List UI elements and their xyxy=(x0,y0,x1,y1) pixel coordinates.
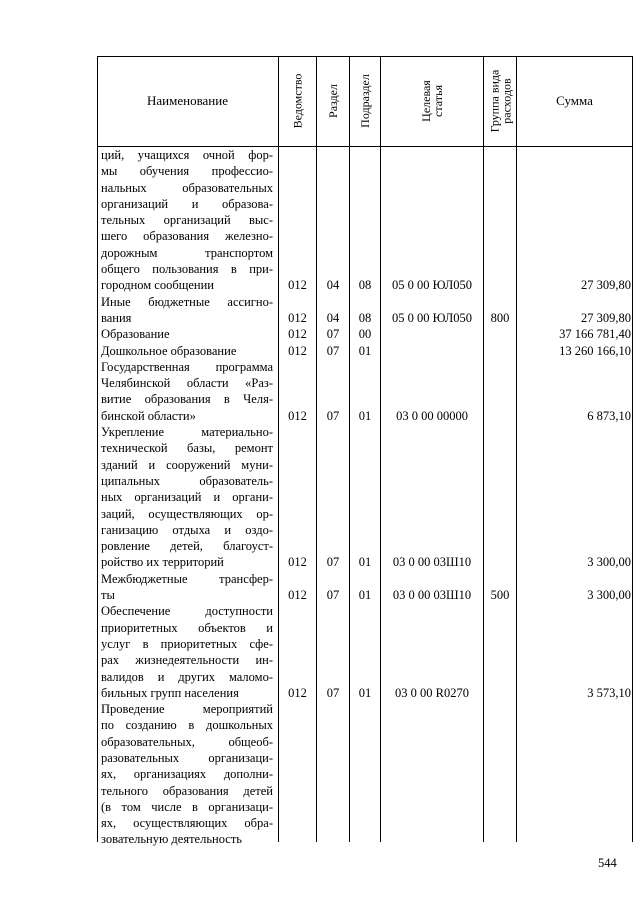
vedomstvo-cell: 012 xyxy=(288,343,307,358)
header-summa-label: Сумма xyxy=(556,93,593,108)
row-name-line: нальных образовательных xyxy=(101,180,273,195)
vedomstvo-cell: 012 xyxy=(288,685,307,700)
row-name-line: шего образования железно- xyxy=(101,229,273,244)
gruppa-cell: 500 xyxy=(490,588,510,603)
podrazdel-cell: 00 xyxy=(358,327,372,342)
row-name-line: Образование xyxy=(101,327,170,342)
podrazdel-cell: 01 xyxy=(358,343,372,358)
row-name-line: Дошкольное образование xyxy=(101,343,237,358)
celevaya-cell: 05 0 00 ЮЛ050 xyxy=(391,278,473,293)
header-celevaya-line2: статья xyxy=(430,85,445,117)
row-name xyxy=(97,424,275,571)
row-name-line: городном сообщении xyxy=(101,278,214,293)
row-name-line: Обеспечение доступности xyxy=(101,604,273,619)
celevaya-cell xyxy=(381,831,483,847)
row-name-line: ях, организациях дополни- xyxy=(101,767,273,782)
summa-cell: 3 300,00 xyxy=(587,588,631,603)
table-row xyxy=(97,326,633,342)
gruppa-cell xyxy=(484,408,516,424)
summa-cell: 27 309,80 xyxy=(581,278,631,293)
row-name-line: образовательных, общеоб- xyxy=(101,734,273,749)
vedomstvo-cell: 012 xyxy=(288,310,307,325)
table-row xyxy=(97,294,633,327)
table-row xyxy=(97,571,633,604)
summa-cell: 6 873,10 xyxy=(587,408,631,423)
summa-cell: 3 573,10 xyxy=(587,685,631,700)
header-podrazdel-label: Подраздел xyxy=(358,74,373,128)
row-name xyxy=(97,571,275,604)
row-name-line: организаций и образова- xyxy=(101,196,273,211)
summa-cell: 13 260 166,10 xyxy=(559,343,631,358)
celevaya-cell: 03 0 00 00000 xyxy=(396,408,468,423)
header-celevaya xyxy=(381,56,483,146)
razdel-cell: 07 xyxy=(326,588,340,603)
summa-cell xyxy=(517,831,631,847)
gruppa-cell xyxy=(484,685,516,701)
header-razdel xyxy=(317,56,349,146)
vedomstvo-cell: 012 xyxy=(288,327,307,342)
row-name-line: заций, осуществляющих ор- xyxy=(101,506,273,521)
row-name-line: валидов и других маломо- xyxy=(101,669,273,684)
row-name-line: Проведение мероприятий xyxy=(101,702,273,717)
header-name-label: Наименование xyxy=(147,93,228,108)
row-name-line: ных организаций и органи- xyxy=(101,490,273,505)
header-podrazdel xyxy=(350,56,380,146)
razdel-cell: 07 xyxy=(326,408,340,423)
razdel-cell xyxy=(317,831,349,847)
row-name-line: бильных групп населения xyxy=(101,685,239,700)
table-row xyxy=(97,343,633,359)
vedomstvo-cell xyxy=(279,831,316,847)
row-name-line: тельных организаций выс- xyxy=(101,213,273,228)
header-name xyxy=(97,56,278,146)
row-name-line: мы обучения профессио- xyxy=(101,164,273,179)
row-name-line: технической базы, ремонт xyxy=(101,441,273,456)
row-name-line: зданий и сооружений муни- xyxy=(101,457,273,472)
gruppa-cell xyxy=(484,831,516,847)
podrazdel-cell: 08 xyxy=(358,310,372,325)
row-name-line: Межбюджетные трансфер- xyxy=(101,571,273,586)
celevaya-cell xyxy=(381,343,483,359)
row-name-line: ровление детей, благоуст- xyxy=(101,539,273,554)
celevaya-cell: 05 0 00 ЮЛ050 xyxy=(391,310,473,325)
header-celevaya-line1: Целевая xyxy=(418,80,433,122)
gruppa-cell: 800 xyxy=(490,310,510,325)
row-name-line: Укрепление материально- xyxy=(101,425,273,440)
vedomstvo-cell: 012 xyxy=(288,555,307,570)
table-row xyxy=(97,424,633,571)
podrazdel-cell: 01 xyxy=(358,555,372,570)
row-name-line: витие образования в Челя- xyxy=(101,392,273,407)
row-name-line: разовательных организаци- xyxy=(101,750,273,765)
header-gruppa xyxy=(484,56,516,146)
vedomstvo-cell: 012 xyxy=(288,278,307,293)
table-row xyxy=(97,701,633,848)
celevaya-cell: 03 0 00 03Ш10 xyxy=(392,555,472,570)
podrazdel-cell: 01 xyxy=(358,408,372,423)
header-razdel-label: Раздел xyxy=(326,84,341,118)
summa-cell: 3 300,00 xyxy=(587,555,631,570)
vedomstvo-cell: 012 xyxy=(288,408,307,423)
header-gruppa-label xyxy=(488,70,512,133)
row-name-line: по созданию в дошкольных xyxy=(101,718,273,733)
header-summa xyxy=(517,56,632,146)
podrazdel-cell: 08 xyxy=(358,278,372,293)
row-name-line: ципальных образователь- xyxy=(101,473,273,488)
table-row xyxy=(97,359,633,424)
podrazdel-cell: 01 xyxy=(358,685,372,700)
gruppa-cell xyxy=(484,326,516,342)
row-name-line: ты xyxy=(101,588,115,603)
row-name-line: зовательную деятельность xyxy=(101,832,242,847)
razdel-cell: 04 xyxy=(326,278,340,293)
gruppa-cell xyxy=(484,343,516,359)
row-name-line: ций, учащихся очной фор- xyxy=(101,148,273,162)
row-name-line: ганизацию отдыха и оздо- xyxy=(101,522,273,537)
row-name-line: тельного образования детей xyxy=(101,783,273,798)
razdel-cell: 07 xyxy=(326,685,340,700)
table-row xyxy=(97,147,633,294)
row-name xyxy=(97,147,275,294)
row-name-line: рах жизнедеятельности ин- xyxy=(101,653,273,668)
podrazdel-cell: 01 xyxy=(358,588,372,603)
row-name-line: (в том числе в организаци- xyxy=(101,799,273,814)
gruppa-cell xyxy=(484,554,516,570)
razdel-cell: 07 xyxy=(326,327,340,342)
row-name-line: дорожным транспортом xyxy=(101,245,273,260)
summa-cell: 37 166 781,40 xyxy=(559,327,631,342)
razdel-cell: 07 xyxy=(326,343,340,358)
row-name xyxy=(97,359,275,424)
row-name xyxy=(97,294,275,327)
header-vedomstvo xyxy=(279,56,316,146)
header-vedomstvo-label: Ведомство xyxy=(290,73,305,129)
summa-cell: 27 309,80 xyxy=(581,310,631,325)
row-name-line: общего пользования в при- xyxy=(101,262,273,277)
page-number: 544 xyxy=(598,856,617,870)
budget-table xyxy=(97,56,633,847)
row-name-line: Государственная программа xyxy=(101,359,273,374)
row-name-line: приоритетных объектов и xyxy=(101,620,273,635)
row-name-line: ях, осуществляющих обра- xyxy=(101,816,273,831)
row-name xyxy=(97,326,275,342)
table-row xyxy=(97,603,633,701)
gruppa-cell xyxy=(484,277,516,293)
header-gruppa-line2: расходов xyxy=(499,78,513,124)
header-celevaya-label xyxy=(420,80,444,122)
row-name-line: бинской области» xyxy=(101,408,196,423)
vedomstvo-cell: 012 xyxy=(288,588,307,603)
razdel-cell: 04 xyxy=(326,310,340,325)
row-name-line: вания xyxy=(101,310,132,325)
row-name xyxy=(97,603,275,701)
razdel-cell: 07 xyxy=(326,555,340,570)
row-name-line: Иные бюджетные ассигно- xyxy=(101,294,273,309)
row-name-line: ройство их территорий xyxy=(101,555,224,570)
celevaya-cell xyxy=(381,326,483,342)
row-name xyxy=(97,343,275,359)
table-body xyxy=(97,147,633,848)
celevaya-cell: 03 0 00 R0270 xyxy=(395,685,469,700)
row-name-line: Челябинской области «Раз- xyxy=(101,376,273,391)
row-name xyxy=(97,701,275,848)
header-gruppa-line1: Группа вида xyxy=(487,69,501,133)
podrazdel-cell xyxy=(350,831,380,847)
row-name-line: услуг в приоритетных сфе- xyxy=(101,636,273,651)
celevaya-cell: 03 0 00 03Ш10 xyxy=(392,588,472,603)
